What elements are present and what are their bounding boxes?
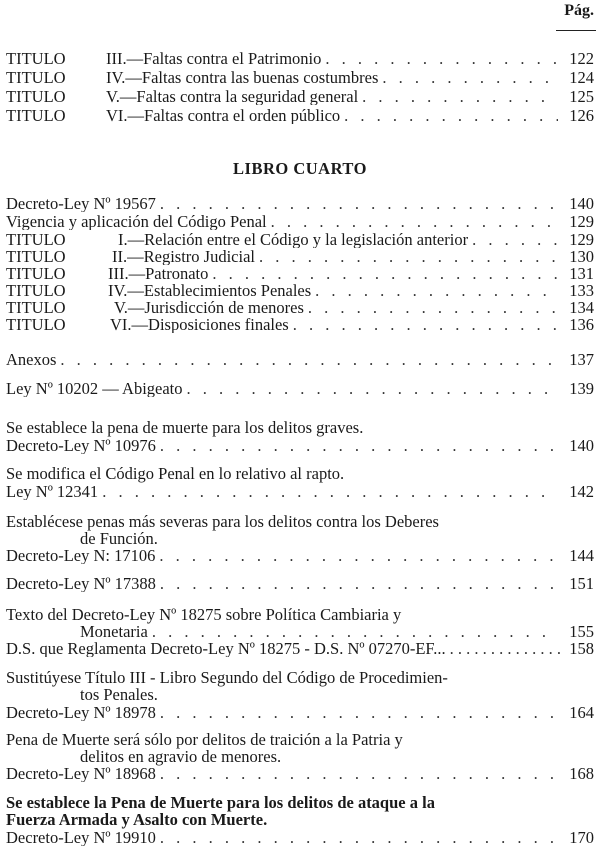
page-number: 126 <box>569 107 594 124</box>
toc-row <box>6 195 594 212</box>
entry-description-cont: tos Penales. <box>80 685 158 704</box>
page-number: 129 <box>569 213 594 230</box>
titulo-prefix: TITULO <box>6 107 66 124</box>
leader-dots <box>325 50 558 67</box>
page-number: 139 <box>569 380 594 397</box>
entry-label: D.S. que Reglamenta Decreto-Ley Nº 18275 - D.S. Nº 07270-EF... <box>6 640 446 657</box>
page-number: 168 <box>569 765 594 782</box>
entry-label: Ley Nº 10202 — Abigeato <box>6 380 183 397</box>
entry-description: Establécese penas más severas para los delitos contra los Deberes <box>6 512 439 531</box>
titulo-roman: I. <box>118 231 128 248</box>
page-number: 124 <box>569 69 594 86</box>
entry-description: Sustitúyese Título III - Libro Segundo del Código de Procedimien- <box>6 668 448 687</box>
entry-label: Monetaria <box>80 623 148 640</box>
entry-label: Decreto-Ley Nº 10976 <box>6 437 156 454</box>
section-heading: LIBRO CUARTO <box>233 159 367 178</box>
page-number: 158 <box>569 640 594 657</box>
leader-dots <box>362 88 558 105</box>
toc-row <box>6 50 594 67</box>
titulo-prefix: TITULO <box>6 50 66 67</box>
titulo-prefix: TITULO <box>6 88 66 105</box>
toc-row <box>6 437 594 454</box>
titulo-title: —Disposiciones finales <box>131 316 289 333</box>
leader-dots <box>160 765 558 782</box>
entry-label: Decreto-Ley Nº 19567 <box>6 195 156 212</box>
page-number: 137 <box>569 351 594 368</box>
page-number: 130 <box>569 248 594 265</box>
toc-row <box>6 351 594 368</box>
page-number: 142 <box>569 483 594 500</box>
titulo-roman: VI. <box>110 316 132 333</box>
page-number: 140 <box>569 195 594 212</box>
page-number: 144 <box>569 547 594 564</box>
leader-dots <box>382 69 558 86</box>
toc-row <box>6 88 594 105</box>
entry-description: Se establece la pena de muerte para los delitos graves. <box>6 418 364 437</box>
leader-dots <box>450 640 562 657</box>
leader-dots <box>160 704 558 721</box>
titulo-roman: III. <box>108 265 129 282</box>
leader-dots <box>315 282 558 299</box>
toc-row <box>6 575 594 592</box>
titulo-prefix: TITULO <box>6 231 66 248</box>
page-number: 131 <box>569 265 594 282</box>
titulo-prefix: TITULO <box>6 248 66 265</box>
toc-row <box>6 704 594 721</box>
entry-description: Se modifica el Código Penal en lo relativo al rapto. <box>6 464 345 483</box>
toc-row <box>6 483 594 500</box>
leader-dots <box>271 213 558 230</box>
titulo-title: —Relación entre el Código y la legislación anterior <box>127 231 469 248</box>
entry-label: Ley Nº 12341 <box>6 483 99 500</box>
leader-dots <box>160 195 558 212</box>
leader-dots <box>344 107 558 124</box>
leader-dots <box>293 316 558 333</box>
leader-dots <box>472 231 558 248</box>
toc-row <box>80 623 594 640</box>
entry-label: Decreto-Ley Nº 19910 <box>6 829 156 846</box>
leader-dots <box>159 547 558 564</box>
toc-row <box>6 316 594 333</box>
page-number: 134 <box>569 299 594 316</box>
toc-row <box>6 640 594 657</box>
toc-row <box>6 231 594 248</box>
page-number: 164 <box>569 704 594 721</box>
toc-row <box>6 282 594 299</box>
titulo-title: —Faltas contra las buenas costumbres <box>125 69 379 86</box>
page-number: 155 <box>569 623 594 640</box>
leader-dots <box>259 248 558 265</box>
titulo-title: —Jurisdicción de menores <box>127 299 304 316</box>
entry-label: Decreto-Ley Nº 18968 <box>6 765 156 782</box>
page-number: 133 <box>569 282 594 299</box>
titulo-prefix: TITULO <box>6 316 66 333</box>
titulo-roman: VI. <box>106 107 128 124</box>
toc-row <box>6 380 594 397</box>
titulo-roman: II. <box>112 248 128 265</box>
entry-description-cont: de Función. <box>80 529 158 548</box>
leader-dots <box>187 380 558 397</box>
entry-label: Anexos <box>6 351 57 368</box>
toc-row <box>6 765 594 782</box>
titulo-title: —Patronato <box>128 265 209 282</box>
titulo-title: —Faltas contra el Patrimonio <box>126 50 322 67</box>
titulo-title: —Establecimientos Penales <box>127 282 312 299</box>
titulo-prefix: TITULO <box>6 69 66 86</box>
titulo-roman: V. <box>114 299 128 316</box>
leader-dots <box>160 575 558 592</box>
toc-row <box>6 547 594 564</box>
leader-dots <box>152 623 558 640</box>
toc-row <box>6 265 594 282</box>
page-number: 151 <box>569 575 594 592</box>
leader-dots <box>160 829 558 846</box>
header-rule <box>556 30 596 31</box>
page-number: 125 <box>569 88 594 105</box>
titulo-roman: IV. <box>106 69 126 86</box>
toc-row <box>6 829 594 846</box>
entry-description: Se establece la Pena de Muerte para los delitos de ataque a la <box>6 793 435 812</box>
titulo-title: —Registro Judicial <box>127 248 255 265</box>
titulo-prefix: TITULO <box>6 299 66 316</box>
page-number: 170 <box>569 829 594 846</box>
titulo-prefix: TITULO <box>6 282 66 299</box>
leader-dots <box>160 437 558 454</box>
page-header-label: Pág. <box>564 2 594 19</box>
leader-dots <box>102 483 558 500</box>
entry-description-cont: Fuerza Armada y Asalto con Muerte. <box>6 810 268 829</box>
entry-label: Vigencia y aplicación del Código Penal <box>6 213 267 230</box>
toc-row <box>6 107 594 124</box>
entry-label: Decreto-Ley N: 17106 <box>6 547 156 564</box>
page-number: 129 <box>569 231 594 248</box>
titulo-title: —Faltas contra la seguridad general <box>119 88 359 105</box>
leader-dots <box>308 299 558 316</box>
leader-dots <box>60 351 558 368</box>
toc-row <box>6 69 594 86</box>
entry-description-cont: delitos en agravio de menores. <box>80 747 282 766</box>
entry-description: Texto del Decreto-Ley Nº 18275 sobre Política Cambiaria y <box>6 605 402 624</box>
page-number: 136 <box>569 316 594 333</box>
entry-label: Decreto-Ley Nº 17388 <box>6 575 156 592</box>
entry-label: Decreto-Ley Nº 18978 <box>6 704 156 721</box>
toc-row <box>6 213 594 230</box>
page-number: 140 <box>569 437 594 454</box>
entry-description: Pena de Muerte será sólo por delitos de traición a la Patria y <box>6 730 403 749</box>
page-number: 122 <box>569 50 594 67</box>
titulo-roman: V. <box>106 88 120 105</box>
titulo-title: —Faltas contra el orden público <box>127 107 341 124</box>
toc-row <box>6 248 594 265</box>
titulo-roman: IV. <box>108 282 128 299</box>
titulo-prefix: TITULO <box>6 265 66 282</box>
leader-dots <box>212 265 558 282</box>
toc-row <box>6 299 594 316</box>
titulo-roman: III. <box>106 50 127 67</box>
